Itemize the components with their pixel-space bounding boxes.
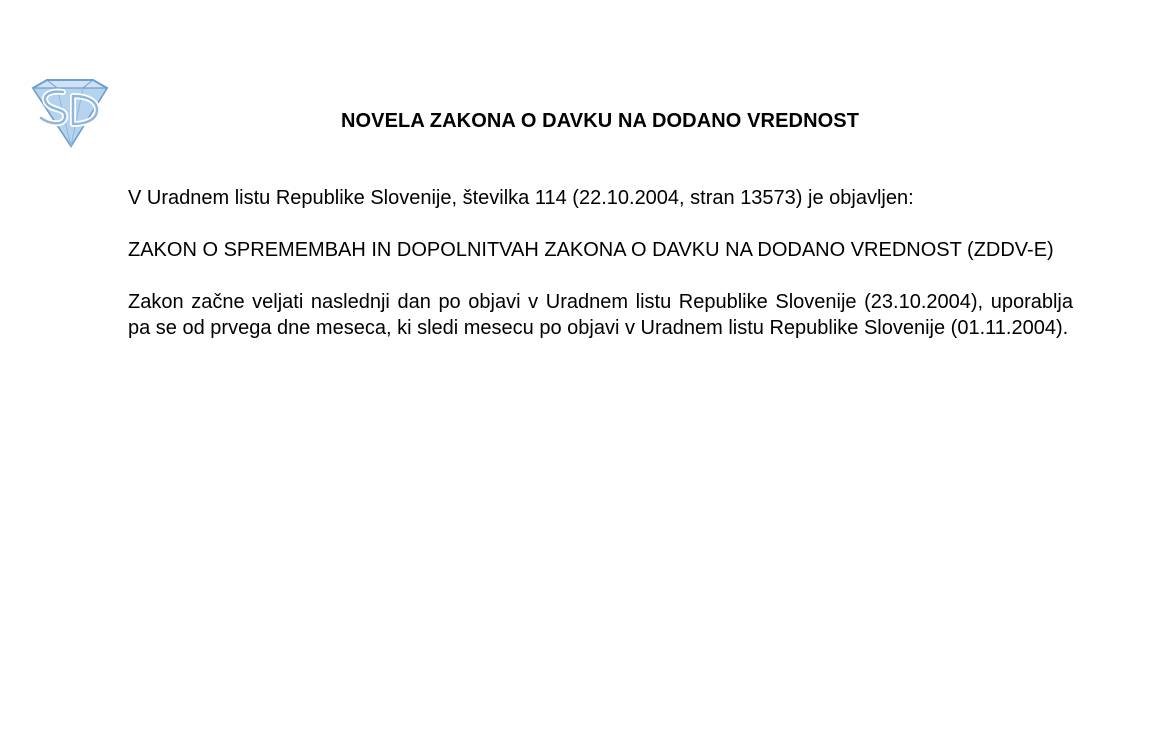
document-body (128, 185, 1073, 367)
paragraph-law-name: ZAKON O SPREMEMBAH IN DOPOLNITVAH ZAKONA O DAVKU NA DODANO VREDNOST (ZDDV-E) (128, 239, 1054, 261)
paragraph-effective-date: Zakon začne veljati naslednji dan po objavi v Uradnem listu Republike Slovenije (23.10.2004), uporablja pa se od prvega dne meseca, ki sledi mesecu po objavi v Uradnem listu Republike Slovenije (01.11.2004). (128, 291, 1073, 339)
document-title: NOVELA ZAKONA O DAVKU NA DODANO VREDNOST (340, 110, 860, 132)
paragraph-publication: V Uradnem listu Republike Slovenije, številka 114 (22.10.2004, stran 13573) je objavljen: (128, 187, 914, 209)
